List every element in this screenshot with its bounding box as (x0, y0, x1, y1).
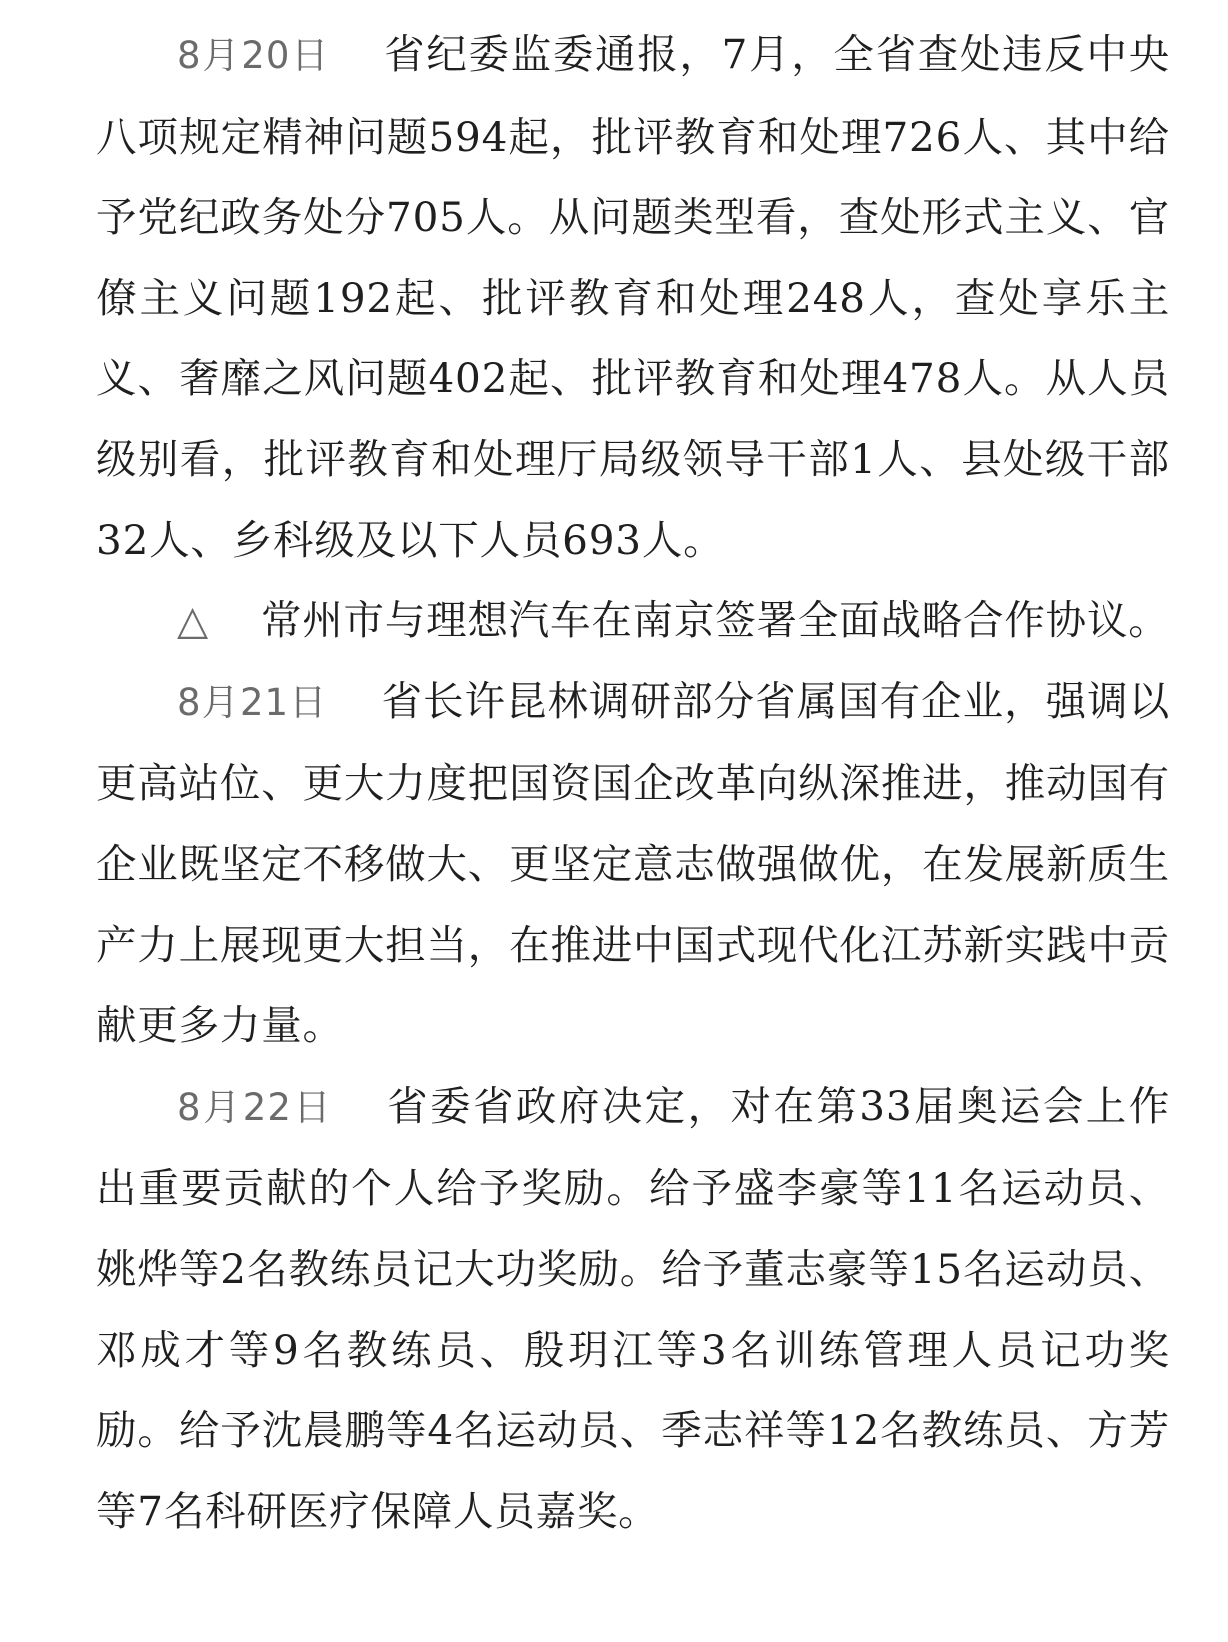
document-page (96, 14, 1170, 1551)
entry-text: 省纪委监委通报，7月，全省查处违反中央八项规定精神问题594起，批评教育和处理726人、其中给予党纪政务处分705人。从问题类型看，查处形式主义、官僚主义问题192起、批评教育和处理248人，查处享乐主义、奢靡之风问题402起、批评教育和处理478人。从人员级别看，批评教育和处理厅局级领导干部1人、县处级干部32人、乡科级及以下人员693人。 (96, 30, 1170, 564)
entry-date: 8月22日 (177, 1085, 334, 1129)
entry-aug-21 (96, 661, 1170, 1066)
entry-text: 省委省政府决定，对在第33届奥运会上作出重要贡献的个人给予奖励。给予盛李豪等11名运动员、姚烨等2名教练员记大功奖励。给予董志豪等15名运动员、邓成才等9名教练员、殷玥江等3名训练管理人员记功奖励。给予沈晨鹏等4名运动员、季志祥等12名教练员、方芳等7名科研医疗保障人员嘉奖。 (96, 1081, 1170, 1535)
entry-text: 省长许昆林调研部分省属国有企业，强调以更高站位、更大力度把国资国企改革向纵深推进，推动国有企业既坚定不移做大、更坚定意志做强做优，在发展新质生产力上展现更大担当，在推进中国式现代化江苏新实践中贡献更多力量。 (96, 676, 1171, 1050)
entry-date: 8月21日 (177, 680, 328, 724)
entry-changzhou (96, 580, 1170, 661)
entry-aug-20 (96, 14, 1170, 580)
entry-date: 8月20日 (177, 34, 331, 77)
entry-aug-22 (96, 1066, 1170, 1552)
triangle-marker: △ (177, 596, 209, 645)
entry-text: 常州市与理想汽车在南京签署全面战略合作协议。 (260, 596, 1170, 645)
